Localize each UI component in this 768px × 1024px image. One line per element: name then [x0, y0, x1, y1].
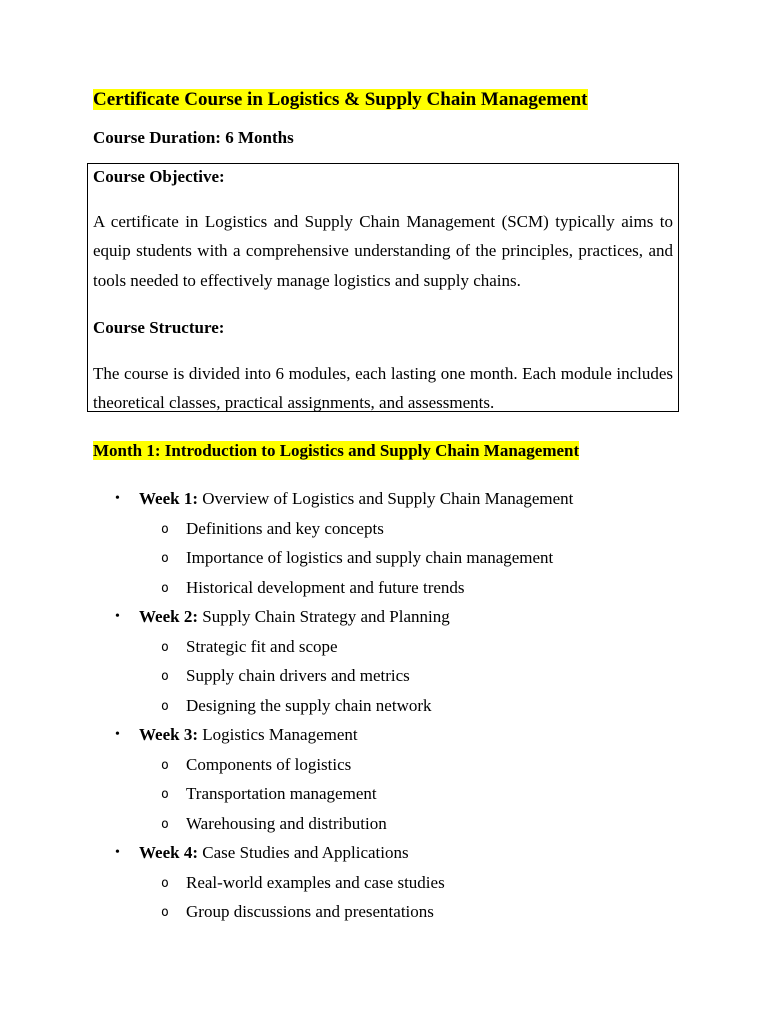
week-item: [0, 720, 768, 750]
structure-text: The course is divided into 6 modules, each lasting one month. Each module includes theoretical classes, practical assignments, and assessments.: [93, 364, 673, 413]
topic-text: Strategic fit and scope: [186, 636, 338, 656]
topic-text: Real-world examples and case studies: [186, 872, 445, 892]
sub-bullet-icon: o: [161, 551, 169, 566]
topic-item: [0, 573, 768, 603]
objective-heading: Course Objective:: [93, 167, 225, 186]
course-duration: Course Duration: 6 Months: [93, 128, 294, 147]
topic-text: Warehousing and distribution: [186, 813, 387, 833]
week-title: Case Studies and Applications: [198, 843, 409, 862]
topic-item: [0, 750, 768, 780]
document-title-text: Certificate Course in Logistics & Supply Chain Management: [93, 89, 588, 110]
week-text: [139, 838, 409, 868]
sub-bullet-icon: o: [161, 639, 169, 655]
week-text: [139, 602, 450, 632]
topic-text: Historical development and future trends: [186, 577, 465, 597]
sub-bullet-icon: o: [161, 698, 169, 714]
week-title: Logistics Management: [198, 725, 358, 744]
week-label: Week 4:: [139, 843, 199, 862]
week-list: [0, 484, 768, 927]
sub-bullet-icon: o: [161, 757, 169, 773]
topic-item: [0, 691, 768, 721]
topic-text: Designing the supply chain network: [186, 695, 432, 715]
week-item: [0, 838, 768, 868]
sub-bullet-icon: o: [161, 669, 169, 684]
week-title: Overview of Logistics and Supply Chain Management: [198, 489, 574, 508]
sub-bullet-icon: o: [161, 580, 169, 596]
sub-bullet-icon: o: [161, 905, 169, 920]
topic-item: [0, 661, 768, 691]
topic-item: [0, 868, 768, 898]
week-label: Week 1:: [139, 489, 199, 508]
bullet-icon: •: [115, 727, 120, 742]
topic-text: Definitions and key concepts: [186, 518, 384, 538]
course-objective-box: [87, 163, 679, 412]
topic-item: [0, 897, 768, 927]
sub-bullet-icon: o: [161, 816, 169, 832]
topic-item: [0, 632, 768, 662]
topic-text: Importance of logistics and supply chain management: [186, 548, 554, 567]
topic-text: Components of logistics: [186, 754, 352, 774]
structure-heading: Course Structure:: [93, 318, 225, 337]
topic-text: Group discussions and presentations: [186, 902, 434, 921]
week-label: Week 2:: [139, 607, 199, 626]
document-title: [93, 88, 588, 112]
topic-text: Supply chain drivers and metrics: [186, 666, 410, 685]
topic-item: [0, 779, 768, 809]
sub-bullet-icon: o: [161, 521, 169, 537]
sub-bullet-icon: o: [161, 875, 169, 891]
bullet-icon: •: [115, 845, 120, 860]
week-item: [0, 484, 768, 514]
week-text: [139, 720, 358, 750]
month-heading: [93, 440, 579, 462]
objective-text: A certificate in Logistics and Supply Chain Management (SCM) typically aims to equip students with a comprehensive understanding of the principles, practices, and tools needed to effectively manage logistics and supply chains.: [93, 212, 673, 290]
topic-item: [0, 809, 768, 839]
week-item: [0, 602, 768, 632]
month-heading-text: Month 1: Introduction to Logistics and Supply Chain Management: [93, 441, 580, 460]
sub-bullet-icon: o: [161, 787, 169, 802]
bullet-icon: •: [115, 491, 120, 506]
topic-text: Transportation management: [186, 784, 377, 803]
topic-item: [0, 514, 768, 544]
week-text: [139, 484, 573, 514]
week-label: Week 3:: [139, 725, 199, 744]
week-title: Supply Chain Strategy and Planning: [198, 607, 450, 626]
topic-item: [0, 543, 768, 573]
bullet-icon: •: [115, 609, 120, 624]
